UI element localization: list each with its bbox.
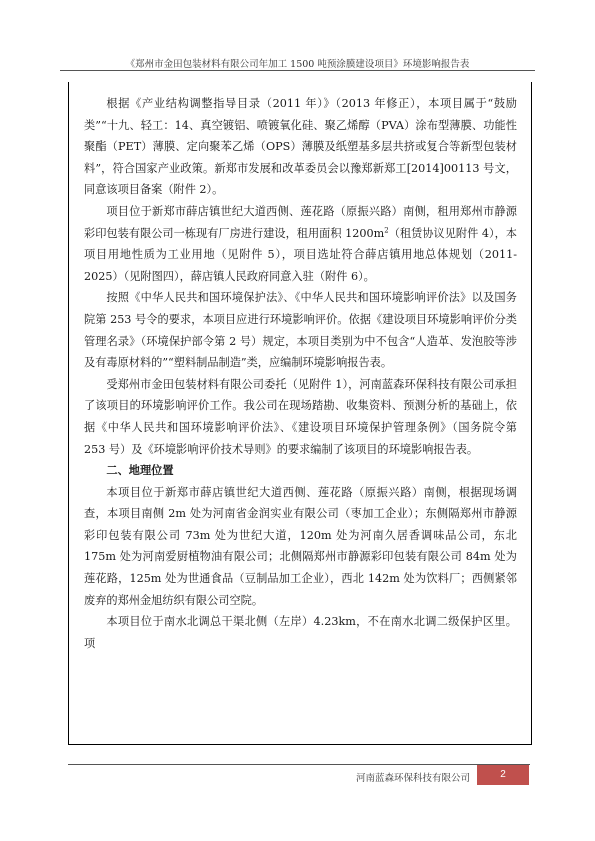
footer-divider bbox=[68, 764, 530, 765]
page-number-badge: 2 bbox=[477, 765, 529, 785]
paragraph-site-lease bbox=[84, 201, 517, 287]
paragraph-commission: 受郑州市金田包装材料有限公司委托（见附件 1），河南蓝森环保科技有限公司承担了该项目的环境影响评价工作。我公司在现场踏勘、收集资料、预测分析的基础上，依据《中华人民共和国环境影响评价法》、《建设项目环境保护管理条例》（国务院令第 253 号）及《环境影响评价技术导则》的要求编制了该项目的环境影响报告表。 bbox=[84, 377, 517, 456]
paragraph-eia-requirement: 按照《中华人民共和国环境保护法》、《中华人民共和国环境影响评价法》以及国务院第 253 号令的要求，本项目应进行环境影响评价。依据《建设项目环境影响评价分类管理名录》（环境保护部令第 2 号）规定，本项目类别为中不包含“人造革、发泡胶等涉及有毒原材料的”“塑料制品制造”类，应编制环境影响报告表。 bbox=[84, 291, 517, 370]
paragraph-site-lease-text-b: （租赁协议见附件 4），本项目用地性质为工业用地（见附件 5），项目选址符合薛店镇用地总体规划（2011-2025）（见附图四），薛店镇人民政府同意入驻（附件 6）。 bbox=[84, 226, 517, 283]
section-title-geography: 二、地理位置 bbox=[106, 464, 174, 478]
footer-company: 河南蓝森环保科技有限公司 bbox=[355, 773, 470, 784]
paragraph-industry-policy: 根据《产业结构调整指导目录（2011 年）》（2013 年修正），本项目属于“鼓励类”“十九、轻工：14、真空镀铝、喷镀氧化硅、聚乙烯醇（PVA）涂布型薄膜、功能性聚酯（PET）薄膜、定向聚苯乙烯（OPS）薄膜及纸塑基多层共挤或复合等新型包装材料”，符合国家产业政策。新郑市发展和改革委员会以豫郑新郑工[2014]00113 号文，同意该项目备案（附件 2）。 bbox=[84, 97, 517, 197]
header-divider bbox=[60, 70, 535, 71]
document-body bbox=[84, 93, 517, 654]
paragraph-south-north-canal: 本项目位于南水北调总干渠北侧（左岸）4.23km，不在南水北调二级保护区里。项 bbox=[84, 615, 517, 650]
document-header: 《郑州市金田包装材料有限公司年加工 1500 吨预涂膜建设项目》环境影响报告表 bbox=[125, 59, 470, 70]
area-unit-superscript: 2 bbox=[384, 225, 389, 234]
paragraph-site-lease-text-a: 项目位于新郑市薛店镇世纪大道西侧、莲花路（原振兴路）南侧，租用郑州市静源彩印包装有限公司一栋现有厂房进行建设，租用面积 1200m bbox=[84, 204, 517, 240]
paragraph-surroundings: 本项目位于新郑市薛店镇世纪大道西侧、莲花路（原振兴路）南侧，根据现场调查，本项目南侧 2m 处为河南省金润实业有限公司（枣加工企业）；东侧隔郑州市静源彩印包装有限公司 73m 处为世纪大道，120m 处为河南久居香调味品公司，东北 175m 处为河南爱厨植物油有限公司；北侧隔郑州市静源彩印包装有限公司 84m 处为莲花路，125m 处为世通食品（豆制品加工企业），西北 142m 处为饮料厂；西侧紧邻废弃的郑州金旭纺织有限公司空院。 bbox=[84, 485, 517, 607]
